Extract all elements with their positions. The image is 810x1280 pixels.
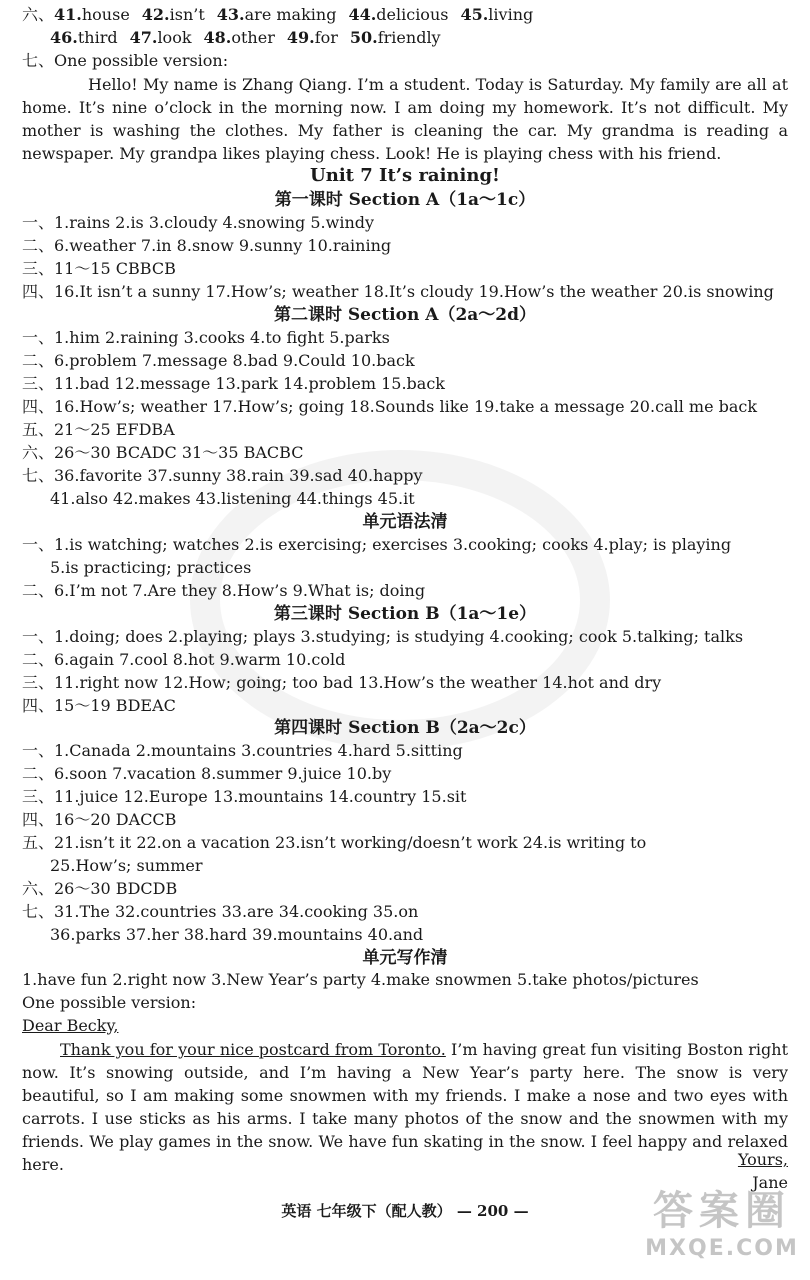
answer-line: 36.parks 37.her 38.hard 39.mountains 40.and xyxy=(50,925,424,944)
answer-line: 四、15～19 BDEAC xyxy=(22,696,176,715)
answer-line: 46.third 47.look 48.other 49.for 50.friendly xyxy=(50,28,441,47)
answer-line: 六、41.house 42.isn’t 43.are making 44.delicious 45.living xyxy=(22,5,534,24)
essay-paragraph: Hello! My name is Zhang Qiang. I’m a student. Today is Saturday. My family are all at home. It’s nine o’clock in the morning now. I am doing my homework. It’s not difficult. My mother is washing the clothes. My father is cleaning the car. My grandma is reading a newspaper. My grandpa likes playing chess. Look! He is playing chess with his friend. xyxy=(22,75,788,163)
answer-line: 一、1.rains 2.is 3.cloudy 4.snowing 5.windy xyxy=(22,213,375,232)
answer-line: 三、11.bad 12.message 13.park 14.problem 15.back xyxy=(22,374,445,393)
answer-line: 六、26～30 BCADC 31～35 BACBC xyxy=(22,443,304,462)
section-heading: 第三课时 Section B（1a～1e） xyxy=(273,604,537,624)
section-heading: 单元写作清 xyxy=(362,948,448,968)
answer-line: 四、16.How’s; weather 17.How’s; going 18.Sounds like 19.take a message 20.call me back xyxy=(22,397,758,416)
version-label: One possible version: xyxy=(22,993,197,1012)
answer-line: 5.is practicing; practices xyxy=(50,558,252,577)
answer-line: 二、6.weather 7.in 8.snow 9.sunny 10.raining xyxy=(22,236,392,255)
answer-line: 41.also 42.makes 43.listening 44.things 45.it xyxy=(50,489,415,508)
answer-line: 七、31.The 32.countries 33.are 34.cooking 35.on xyxy=(22,902,419,921)
answer-line: 四、16～20 DACCB xyxy=(22,810,177,829)
letter-greeting: Dear Becky, xyxy=(22,1016,119,1035)
section-heading: 单元语法清 xyxy=(362,512,448,532)
answer-line: 一、1.him 2.raining 3.cooks 4.to fight 5.parks xyxy=(22,328,390,347)
answer-line: 七、One possible version: xyxy=(22,51,229,70)
section-heading: 第四课时 Section B（2a～2c） xyxy=(274,718,536,738)
answer-line: 三、11.right now 12.How; going; too bad 13.How’s the weather 14.hot and dry xyxy=(22,673,662,692)
answer-line: 七、36.favorite 37.sunny 38.rain 39.sad 40.happy xyxy=(22,466,423,485)
answer-line: 二、6.soon 7.vacation 8.summer 9.juice 10.by xyxy=(22,764,392,783)
answer-line: 三、11.juice 12.Europe 13.mountains 14.country 15.sit xyxy=(22,787,467,806)
answer-line: 三、11～15 CBBCB xyxy=(22,259,176,278)
answer-line: 二、6.problem 7.message 8.bad 9.Could 10.back xyxy=(22,351,415,370)
answer-line: 一、1.doing; does 2.playing; plays 3.studying; is studying 4.cooking; cook 5.talking; talks xyxy=(22,627,744,646)
answer-line: 1.have fun 2.right now 3.New Year’s party 4.make snowmen 5.take photos/pictures xyxy=(22,970,699,989)
unit-title: Unit 7 It’s raining! xyxy=(310,165,500,186)
page-footer: 英语 七年级下（配人教） — 200 — xyxy=(281,1202,529,1220)
answer-line: 二、6.I’m not 7.Are they 8.How’s 9.What is; doing xyxy=(22,581,426,600)
answer-line: 二、6.again 7.cool 8.hot 9.warm 10.cold xyxy=(22,650,346,669)
site-logo: 答案圈 MXQE.COM xyxy=(645,1188,799,1261)
answer-line: 五、21～25 EFDBA xyxy=(22,420,175,439)
letter-closing: Yours, xyxy=(737,1150,788,1169)
answer-line: 五、21.isn’t it 22.on a vacation 23.isn’t working/doesn’t work 24.is writing to xyxy=(22,833,647,852)
letter-body: Thank you for your nice postcard from Toronto. I’m having great fun visiting Boston right now. It’s snowing outside, and I’m having a New Year’s party here. The snow is very beautiful, so I am making some snowmen with my friends. I make a nose and two eyes with carrots. I use sticks as his arms. I take many photos of the snow and the snowmen with my friends. We play games in the snow. We have fun skating in the snow. I feel happy and relaxed here. xyxy=(22,1040,788,1174)
answer-line: 六、26～30 BDCDB xyxy=(22,879,178,898)
answer-line: 25.How’s; summer xyxy=(50,856,203,875)
answer-line: 一、1.is watching; watches 2.is exercising; exercises 3.cooking; cooks 4.play; is playing xyxy=(22,535,732,554)
section-heading: 第二课时 Section A（2a～2d） xyxy=(273,305,537,325)
answer-line: 四、16.It isn’t a sunny 17.How’s; weather 18.It’s cloudy 19.How’s the weather 20.is snowing xyxy=(22,282,774,301)
section-heading: 第一课时 Section A（1a～1c） xyxy=(274,190,536,210)
answer-line: 一、1.Canada 2.mountains 3.countries 4.hard 5.sitting xyxy=(22,741,463,760)
letter-signature: Jane xyxy=(752,1173,788,1192)
